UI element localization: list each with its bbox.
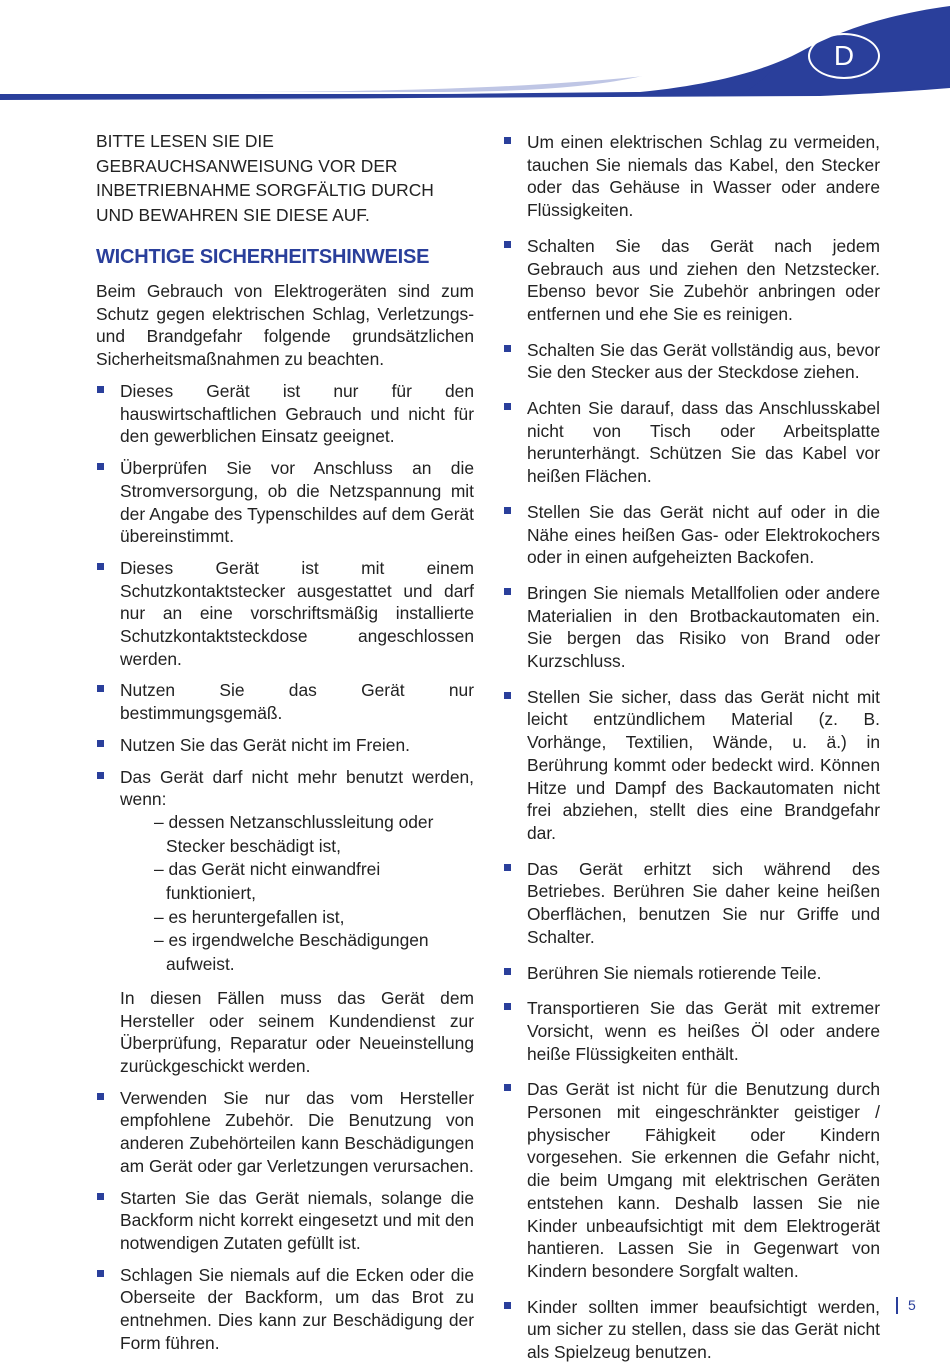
list-item — [96, 679, 474, 724]
list-item — [503, 397, 880, 488]
list-item — [96, 766, 474, 1078]
list-item-text: Um einen elektrischen Schlag zu vermeiden, tauchen Sie niemals das Kabel, den Stecker oder das Gehäuse in Wasser oder andere Flüssigkeiten. — [527, 132, 880, 221]
list-item-text: Kinder sollten immer beaufsichtigt werden, um sicher zu stellen, dass sie das Gerät nicht als Spielzeug benutzen. — [527, 1296, 880, 1363]
bullet-square-icon — [97, 1193, 104, 1200]
condition-item: – es heruntergefallen ist, — [154, 906, 345, 927]
bullet-square-icon — [504, 403, 511, 410]
list-item — [96, 380, 474, 448]
list-item-text: Das Gerät erhitzt sich während des Betriebes. Berühren Sie daher keine heißen Oberflächen, benutzen Sie nur Griffe und Schalter. — [527, 858, 880, 947]
list-item — [503, 339, 880, 384]
intro-paragraph: Beim Gebrauch von Elektrogeräten sind zum Schutz gegen elektrischen Schlag, Verletzungs- und Brandgefahr folgende grundsätzlichen Sicherheitsmaßnahmen zu beachten. — [96, 281, 474, 370]
bullet-square-icon — [97, 386, 104, 393]
list-item-text: Transportieren Sie das Gerät mit extremer Vorsicht, wenn es heißes Öl oder andere heiße Flüssigkeiten enthält. — [527, 998, 880, 1064]
condition-item: – das Gerät nicht einwandfrei funktioniert, — [154, 859, 381, 904]
bullet-square-icon — [504, 588, 511, 595]
language-badge: D — [808, 33, 880, 79]
list-item-text: Verwenden Sie nur das vom Hersteller empfohlene Zubehör. Die Benutzung von anderen Zubehörteilen kann Beschädigungen am Gerät oder gar Verletzungen verursachen. — [120, 1087, 474, 1176]
bullet-square-icon — [97, 772, 104, 779]
bullet-square-icon — [504, 864, 511, 871]
list-item-text: Das Gerät ist nicht für die Benutzung durch Personen mit eingeschränkter geistiger / physischer Fähigkeit oder Kindern vorgesehen. Sie erkennen die Gefahr nicht, die beim Umgang mit elektrischen Geräten entstehen kann. Deshalb lassen Sie nie Kinder unbeaufsichtigt mit dem Elektrogerät hantieren. Lassen Sie in Gegenwart von Kindern besondere Sorgfalt walten. — [527, 1079, 880, 1281]
bullet-square-icon — [504, 1302, 511, 1309]
bullet-square-icon — [504, 345, 511, 352]
list-item — [96, 1264, 474, 1355]
list-item-text: Das Gerät darf nicht mehr benutzt werden, wenn: — [120, 766, 474, 810]
list-item — [503, 501, 880, 569]
list-item — [503, 131, 880, 222]
list-item — [503, 1296, 880, 1364]
safety-list-left — [96, 380, 474, 1354]
bullet-square-icon — [97, 463, 104, 470]
section-heading: WICHTIGE SICHERHEITSHINWEISE — [96, 246, 430, 268]
list-item-text: Stellen Sie sicher, dass das Gerät nicht mit leicht entzündlichem Material (z. B. Vorhänge, Textilien, Wände, u. ä.) in Berührung kommt oder bedeckt wird. Können Hitze und Dampf des Backautomaten nicht frei abziehen, stellt dies eine Brandgefahr dar. — [527, 686, 880, 843]
list-item-text: Stellen Sie das Gerät nicht auf oder in die Nähe eines heißen Gas- oder Elektrokochers oder in einen aufgeheizten Backofen. — [527, 501, 880, 568]
bullet-square-icon — [97, 685, 104, 692]
list-item-text: Dieses Gerät ist nur für den hauswirtschaftlichen Gebrauch und nicht für den gewerblichen Einsatz geeignet. — [120, 381, 474, 447]
list-item — [96, 557, 474, 671]
bullet-square-icon — [504, 137, 511, 144]
list-item-text: Dieses Gerät ist mit einem Schutzkontaktstecker ausgestattet und darf nur an eine vorschriftsmäßig installierte Schutzkontaktsteckdose angeschlossen werden. — [120, 557, 474, 669]
bullet-square-icon — [504, 507, 511, 514]
list-item — [96, 734, 474, 757]
bullet-square-icon — [97, 1270, 104, 1277]
list-item-text: Überprüfen Sie vor Anschluss an die Stromversorgung, ob die Netzspannung mit der Angabe des Typenschildes auf dem Gerät übereinstimmt. — [120, 458, 474, 547]
list-item — [503, 997, 880, 1065]
list-item — [96, 457, 474, 548]
condition-item: – es irgendwelche Beschädigungen aufweist. — [154, 930, 429, 975]
list-item-text: Nutzen Sie das Gerät nur bestimmungsgemäß. — [120, 680, 474, 724]
bullet-square-icon — [504, 968, 511, 975]
list-item-text: Schalten Sie das Gerät vollständig aus, bevor Sie den Stecker aus der Steckdose ziehen. — [527, 339, 880, 383]
read-instructions-notice: BITTE LESEN SIE DIE GEBRAUCHSANWEISUNG VOR DER INBETRIEBNAHME SORGFÄLTIG DURCH UND BEWAHREN SIE DIESE AUF. — [96, 131, 434, 225]
damage-conditions-list — [120, 811, 474, 977]
bullet-square-icon — [504, 241, 511, 248]
list-item — [503, 235, 880, 326]
list-item — [503, 962, 880, 985]
list-item — [96, 1187, 474, 1255]
bullet-square-icon — [504, 1084, 511, 1091]
damage-follow-up-text: In diesen Fällen muss das Gerät dem Hersteller oder seinem Kundendienst zur Überprüfung, Reparatur oder Neueinstellung zurückgeschickt werden. — [120, 987, 474, 1076]
list-item — [503, 858, 880, 949]
bullet-square-icon — [97, 563, 104, 570]
page-number-divider — [896, 1297, 898, 1314]
condition-item: – dessen Netzanschlussleitung oder Stecker beschädigt ist, — [154, 811, 434, 856]
list-item — [503, 686, 880, 845]
safety-list-right — [503, 131, 880, 1364]
bullet-square-icon — [504, 1003, 511, 1010]
list-item-text: Berühren Sie niemals rotierende Teile. — [527, 962, 822, 983]
list-item-text: Bringen Sie niemals Metallfolien oder andere Materialien in den Brotbackautomaten ein. Sie bergen das Risiko von Brand oder Kurzschluss. — [527, 582, 880, 672]
bullet-square-icon — [97, 740, 104, 747]
list-item-text: Achten Sie darauf, dass das Anschlusskabel nicht von Tisch oder Arbeitsplatte herunterhängt. Schützen Sie das Kabel vor heißen Flächen. — [527, 398, 880, 487]
list-item-text: Starten Sie das Gerät niemals, solange die Backform nicht korrekt eingesetzt und mit den notwendigen Zutaten gefüllt ist. — [120, 1187, 474, 1253]
list-item-text: Nutzen Sie das Gerät nicht im Freien. — [120, 734, 410, 755]
list-item — [503, 1078, 880, 1282]
bullet-square-icon — [97, 1093, 104, 1100]
page-number: 5 — [908, 1297, 916, 1313]
list-item-text: Schalten Sie das Gerät nach jedem Gebrauch aus und ziehen den Netzstecker. Ebenso bevor Sie Zubehör anbringen oder entfernen und ehe Sie es reinigen. — [527, 235, 880, 324]
list-item-text: Schlagen Sie niemals auf die Ecken oder die Oberseite der Backform, um das Brot zu entnehmen. Dies kann zur Beschädigung der Form führen. — [120, 1264, 474, 1353]
bullet-square-icon — [504, 692, 511, 699]
list-item — [96, 1087, 474, 1178]
list-item — [503, 582, 880, 673]
